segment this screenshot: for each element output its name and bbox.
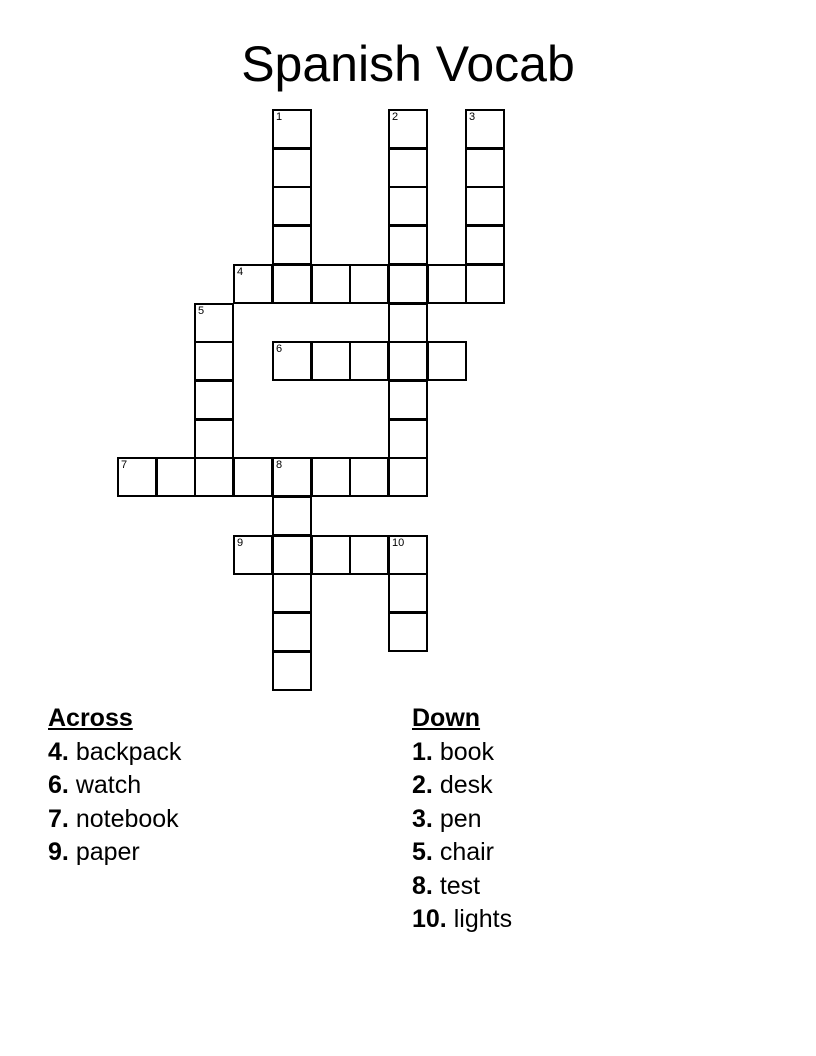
clue-text: book xyxy=(439,737,495,766)
grid-cell[interactable] xyxy=(427,341,467,381)
clue-down-3 xyxy=(412,803,512,837)
grid-cell[interactable] xyxy=(388,303,428,343)
grid-cell[interactable] xyxy=(388,612,428,652)
grid-cell[interactable] xyxy=(388,341,428,381)
grid-cell[interactable] xyxy=(349,264,389,304)
clue-text: paper xyxy=(75,838,140,866)
grid-cell[interactable] xyxy=(465,186,505,226)
clue-text: test xyxy=(439,871,481,900)
down-heading: Down xyxy=(412,704,481,732)
grid-cell[interactable] xyxy=(388,380,428,420)
page-title: Spanish Vocab xyxy=(241,36,575,92)
grid-cell[interactable] xyxy=(311,341,351,381)
grid-cell[interactable] xyxy=(311,264,351,304)
clue-down-2 xyxy=(412,769,512,803)
grid-cell[interactable] xyxy=(272,496,312,536)
clue-text: backpack xyxy=(75,737,182,766)
clue-across-6 xyxy=(48,769,181,803)
grid-cell[interactable] xyxy=(117,457,157,497)
grid-cell[interactable] xyxy=(272,612,312,652)
grid-cell[interactable] xyxy=(272,225,312,265)
grid-cell[interactable] xyxy=(233,457,273,497)
grid-cell[interactable] xyxy=(272,186,312,226)
cell-number: 4 xyxy=(237,266,244,278)
clue-text: lights xyxy=(453,905,513,933)
cell-number: 2 xyxy=(392,111,399,123)
cell-number: 10 xyxy=(392,537,405,549)
grid-cell[interactable] xyxy=(388,109,428,149)
clue-number: 2. xyxy=(412,771,433,799)
clue-number: 10. xyxy=(412,905,447,933)
across-heading: Across xyxy=(48,704,133,732)
grid-cell[interactable] xyxy=(349,535,389,575)
clue-number: 9. xyxy=(48,838,69,866)
grid-cell[interactable] xyxy=(272,341,312,381)
clue-down-5 xyxy=(412,836,512,870)
grid-cell[interactable] xyxy=(388,186,428,226)
grid-cell[interactable] xyxy=(349,341,389,381)
clue-text: desk xyxy=(439,771,493,799)
grid-cell[interactable] xyxy=(388,535,428,575)
grid-cell[interactable] xyxy=(311,457,351,497)
clue-number: 6. xyxy=(48,771,69,799)
across-clues xyxy=(48,702,181,870)
grid-cell[interactable] xyxy=(465,148,505,188)
grid-cell[interactable] xyxy=(272,535,312,575)
grid-cell[interactable] xyxy=(194,303,234,343)
cell-number: 7 xyxy=(121,459,128,471)
grid-cell[interactable] xyxy=(194,380,234,420)
clue-down-1 xyxy=(412,736,512,770)
clue-number: 3. xyxy=(412,804,433,833)
grid-cell[interactable] xyxy=(272,109,312,149)
cell-number: 8 xyxy=(276,459,283,471)
clue-text: notebook xyxy=(75,804,179,833)
clue-number: 8. xyxy=(412,871,433,900)
grid-cell[interactable] xyxy=(465,109,505,149)
grid-cell[interactable] xyxy=(194,341,234,381)
clue-across-4 xyxy=(48,736,181,770)
clue-across-9 xyxy=(48,836,181,870)
cell-number: 9 xyxy=(237,537,244,549)
clue-text: watch xyxy=(75,771,142,799)
grid-cell[interactable] xyxy=(465,225,505,265)
clue-text: chair xyxy=(439,838,494,866)
grid-cell[interactable] xyxy=(233,535,273,575)
grid-cell[interactable] xyxy=(194,419,234,459)
grid-cell[interactable] xyxy=(388,225,428,265)
clue-down-10 xyxy=(412,903,512,937)
grid-cell[interactable] xyxy=(465,264,505,304)
clue-text: pen xyxy=(439,804,482,833)
grid-cell[interactable] xyxy=(388,264,428,304)
grid-cell[interactable] xyxy=(233,264,273,304)
grid-cell[interactable] xyxy=(427,264,467,304)
cell-number: 5 xyxy=(198,305,205,317)
clue-number: 4. xyxy=(48,737,69,766)
grid-cell[interactable] xyxy=(388,419,428,459)
grid-cell[interactable] xyxy=(272,264,312,304)
grid-cell[interactable] xyxy=(272,651,312,691)
clue-number: 1. xyxy=(412,737,433,766)
cell-number: 3 xyxy=(469,111,476,123)
grid-cell[interactable] xyxy=(194,457,234,497)
cell-number: 1 xyxy=(276,111,283,123)
grid-cell[interactable] xyxy=(388,457,428,497)
grid-cell[interactable] xyxy=(311,535,351,575)
clue-number: 7. xyxy=(48,804,69,833)
grid-cell[interactable] xyxy=(388,148,428,188)
grid-cell[interactable] xyxy=(349,457,389,497)
grid-cell[interactable] xyxy=(272,148,312,188)
grid-cell[interactable] xyxy=(388,573,428,613)
grid-cell[interactable] xyxy=(272,457,312,497)
clue-down-8 xyxy=(412,870,512,904)
grid-cell[interactable] xyxy=(272,573,312,613)
down-clues xyxy=(412,702,512,937)
cell-number: 6 xyxy=(276,343,283,355)
grid-cell[interactable] xyxy=(156,457,196,497)
clue-across-7 xyxy=(48,803,181,837)
clue-number: 5. xyxy=(412,838,433,866)
